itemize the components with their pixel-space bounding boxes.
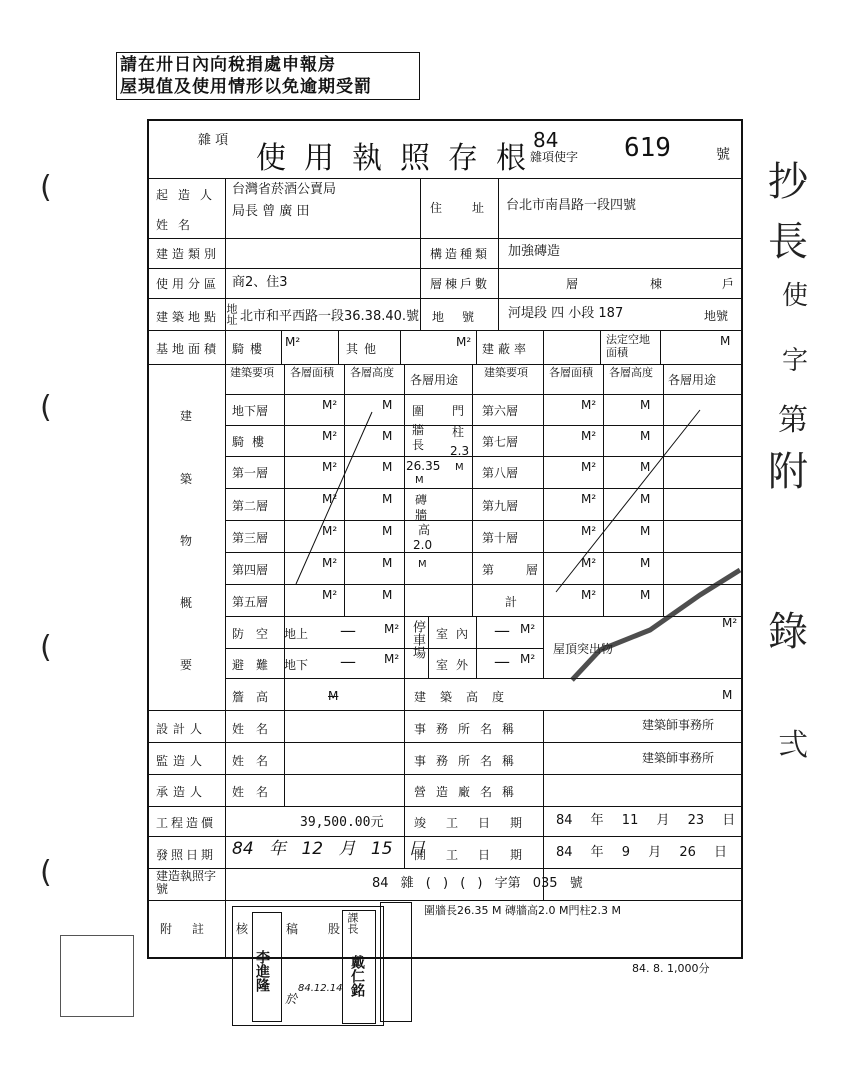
floor-area-unit: M² (581, 398, 597, 412)
floor-height-unit: M (382, 460, 393, 474)
open-space-unit: M (720, 334, 731, 348)
permit-year: 84 (533, 128, 559, 152)
margin-char: 長 (768, 219, 808, 265)
margin-char: 弍 (778, 728, 808, 763)
parking-label: 停車場 (410, 620, 425, 659)
floor-name: 第十層 (482, 531, 519, 545)
col-header-area: 各層面積 (549, 366, 593, 379)
lot-label: 地號 (432, 310, 493, 324)
building-unit: 棟 (650, 277, 663, 291)
usage-note: M (455, 462, 464, 473)
designer-name-label: 姓名 (232, 722, 281, 736)
usage-note: 牆 (415, 508, 428, 522)
seal-name: 李進隆 (254, 950, 270, 992)
initial-date: 84.12.14 (298, 983, 343, 994)
bldg-height-label: 建築高度 (414, 690, 519, 704)
contractor-name-label: 姓名 (232, 785, 281, 799)
floor-height-unit: M (640, 492, 651, 506)
binding-hole-mark: ( (40, 855, 52, 890)
bldg-side-label: 要 (180, 658, 193, 672)
permit-no-label: 建造執照字號 (156, 869, 217, 896)
household-unit: 戶 (722, 277, 735, 291)
designer-office-suffix: 建築師事務所 (642, 718, 715, 732)
usage-note: 圍 (412, 404, 425, 418)
signoff-label: 稿 (286, 922, 299, 936)
site-label: 建築地點 (156, 310, 221, 324)
structure-value: 加強磚造 (508, 244, 561, 259)
permit-number-suffix: 號 (716, 147, 730, 163)
start-date: 84 年 9 月 26 日 (556, 845, 728, 860)
roof-unit: M² (722, 616, 738, 630)
permit-type-label: 雜項使字 (530, 150, 579, 164)
floor-unit: 層 (566, 277, 579, 291)
binding-hole-mark: ( (40, 630, 52, 665)
arcade-unit: M² (285, 335, 301, 349)
parking-indoor-label: 室內 (436, 627, 477, 641)
floor-height-unit: M (640, 398, 651, 412)
shelter-above-unit: M² (384, 622, 400, 636)
binding-hole-mark: ( (40, 170, 52, 205)
floor-height-unit: M (640, 588, 651, 602)
usage-note: 柱 (452, 425, 465, 439)
tax-notice-line1: 請在卅日內向稅捐處申報房 (120, 55, 336, 75)
misc-label: 雜 項 (198, 133, 229, 148)
floor-name: 第四層 (232, 563, 269, 577)
lot-value: 河堤段 四 小段 187 (508, 306, 624, 321)
floor-area-unit: M² (322, 556, 338, 570)
initial-mark: 於 (285, 992, 298, 1006)
site-address-value: 北市和平西路一段36.38.40.號 (240, 309, 420, 324)
structure-label: 構造種類 (430, 247, 491, 261)
floor-name: 地下層 (232, 404, 269, 418)
floor-area-unit: M² (581, 524, 597, 538)
eave-value: M (328, 689, 339, 703)
usage-note: 門 (452, 404, 465, 418)
floor-height-unit: M (640, 460, 651, 474)
floor-area-unit: M² (581, 460, 597, 474)
open-space-label: 法定空地面積 (606, 333, 650, 359)
zoning-value: 商2、住3 (232, 275, 288, 290)
usage-note: 26.35 (406, 459, 441, 473)
col-header-height: 各層高度 (350, 366, 394, 379)
lot-suffix: 地號 (704, 309, 729, 323)
floor-area-unit: M² (322, 588, 338, 602)
floor-name: 第七層 (482, 435, 519, 449)
floor-area-unit: M² (322, 524, 338, 538)
floor-area-unit: M² (581, 492, 597, 506)
shelter-label2: 避難 (232, 658, 281, 672)
margin-char: 附 (768, 449, 808, 495)
margin-char: 錄 (768, 609, 808, 655)
print-note: 84. 8. 1,000分 (632, 962, 710, 975)
address-value: 台北市南昌路一段四號 (506, 198, 637, 213)
shelter-below-value: — (340, 652, 356, 671)
category-label: 建造類別 (156, 247, 221, 261)
usage-note: 牆 (412, 423, 425, 437)
floor-name: 第八層 (482, 466, 519, 480)
col-header-height: 各層高度 (609, 366, 653, 379)
parking-outdoor-value: — (494, 652, 510, 671)
parking-outdoor-unit: M² (520, 652, 536, 666)
completion-date: 84 年 11 月 23 日 (556, 813, 736, 828)
issue-label: 發照日期 (156, 848, 217, 862)
floor-area-unit: M² (322, 492, 338, 506)
floor-height-unit: M (382, 524, 393, 538)
eave-label: 簷高 (232, 690, 281, 704)
usage-note: 磚 (415, 493, 428, 507)
floor-height-unit: M (382, 429, 393, 443)
tax-notice-line2: 屋現值及使用情形以免逾期受罰 (120, 77, 372, 97)
floor-height-unit: M (640, 429, 651, 443)
usage-note: M (418, 559, 427, 570)
col-header-usage: 各層用途 (410, 373, 459, 387)
margin-char: 第 (778, 403, 808, 438)
usage-note: 長 (412, 438, 425, 452)
floor-name: 第六層 (482, 404, 519, 418)
floor-height-unit: M (382, 556, 393, 570)
supervisor-label: 監造人 (156, 754, 208, 768)
floors-label: 層棟戶數 (430, 277, 491, 291)
floor-name: 第五層 (232, 595, 269, 609)
other-unit: M² (456, 335, 472, 349)
bldg-height-unit: M (722, 688, 733, 702)
completion-label: 竣工日期 (414, 816, 543, 830)
col-header-item: 建築要項 (484, 366, 528, 379)
margin-char: 字 (781, 346, 808, 376)
cost-value: 39,500.00元 (300, 815, 384, 830)
site-address-label: 地址 (225, 303, 238, 325)
supervisor-name-label: 姓名 (232, 754, 281, 768)
issue-date: 84 年 12 月 15 日 (232, 839, 425, 859)
seal-title: 課長 (346, 912, 359, 934)
floor-name: 騎樓 (232, 435, 273, 449)
contractor-firm-label: 營造廠名稱 (414, 785, 525, 799)
binding-hole-mark: ( (40, 390, 52, 425)
supervisor-office-label: 事務所名稱 (414, 754, 525, 768)
floor-area-unit: M² (322, 460, 338, 474)
shelter-above-label: 地上 (284, 627, 309, 641)
signoff-label: 股 (328, 922, 341, 936)
shelter-label1: 防空 (232, 627, 281, 641)
designer-label: 設計人 (156, 722, 208, 736)
parking-indoor-unit: M² (520, 622, 536, 636)
bldg-side-label: 建 (180, 409, 193, 423)
col-header-usage: 各層用途 (668, 373, 717, 387)
roof-label: 屋頂突出物 (553, 642, 614, 656)
col-header-area: 各層面積 (290, 366, 334, 379)
seal-name: 戴仁銘 (349, 955, 365, 997)
applicant-name-label: 姓名 (156, 218, 201, 232)
signoff-label: 核 (236, 922, 249, 936)
coverage-label: 建蔽率 (482, 342, 531, 356)
floor-area-unit: M² (581, 556, 597, 570)
floor-name: 第九層 (482, 499, 519, 513)
margin-char: 使 (781, 281, 808, 311)
shelter-below-unit: M² (384, 652, 400, 666)
usage-note: 2.0 (413, 538, 433, 552)
floor-height-unit: M (640, 524, 651, 538)
permit-number: 619 (624, 133, 671, 163)
area-label: 基地面積 (156, 342, 221, 356)
col-header-item: 建築要項 (230, 366, 274, 379)
contractor-label: 承造人 (156, 785, 208, 799)
floor-height-unit: M (640, 556, 651, 570)
designer-office-label: 事務所名稱 (414, 722, 525, 736)
floor-area-unit: M² (322, 429, 338, 443)
shelter-above-value: — (340, 621, 356, 640)
permit-no-value: 84 雜 ( ) ( ) 字第 035 號 (372, 876, 583, 891)
form-title: 使用執照存根 (256, 141, 544, 176)
floor-height-unit: M (382, 398, 393, 412)
floor-height-unit: M (382, 588, 393, 602)
other-label: 其他 (346, 342, 383, 356)
parking-indoor-value: — (494, 621, 510, 640)
supervisor-office-suffix: 建築師事務所 (642, 751, 715, 765)
floor-height-unit: M (382, 492, 393, 506)
start-label: 開工日期 (414, 848, 543, 862)
floor-area-unit: M² (581, 429, 597, 443)
bldg-side-label: 築 (180, 472, 193, 486)
usage-note: 高 (418, 523, 431, 537)
floor-name: 第 層 (482, 563, 552, 577)
parking-outdoor-label: 室外 (436, 658, 477, 672)
usage-note: M (415, 475, 424, 486)
applicant-person: 局長 曾 廣 田 (232, 204, 310, 219)
total-label: 計 (505, 595, 518, 609)
zoning-label: 使用分區 (156, 277, 221, 291)
floor-name: 第一層 (232, 466, 269, 480)
bldg-side-label: 物 (180, 534, 193, 548)
usage-note: 2.3 (450, 444, 470, 458)
cost-label: 工程造價 (156, 816, 217, 830)
shelter-below-label: 地下 (284, 658, 309, 672)
address-label: 住址 (430, 201, 515, 215)
applicant-label: 起造人 (156, 188, 223, 202)
floor-area-unit: M² (581, 588, 597, 602)
margin-char: 抄 (768, 159, 808, 205)
remarks-value: 圍牆長26.35 M 磚牆高2.0 M門柱2.3 M (424, 904, 621, 917)
floor-name: 第二層 (232, 499, 269, 513)
applicant-org: 台灣省菸酒公賣局 (232, 182, 337, 197)
remarks-label: 附註 (160, 922, 225, 936)
bldg-side-label: 概 (180, 596, 193, 610)
arcade-label: 騎樓 (232, 342, 269, 356)
floor-area-unit: M² (322, 398, 338, 412)
floor-name: 第三層 (232, 531, 269, 545)
